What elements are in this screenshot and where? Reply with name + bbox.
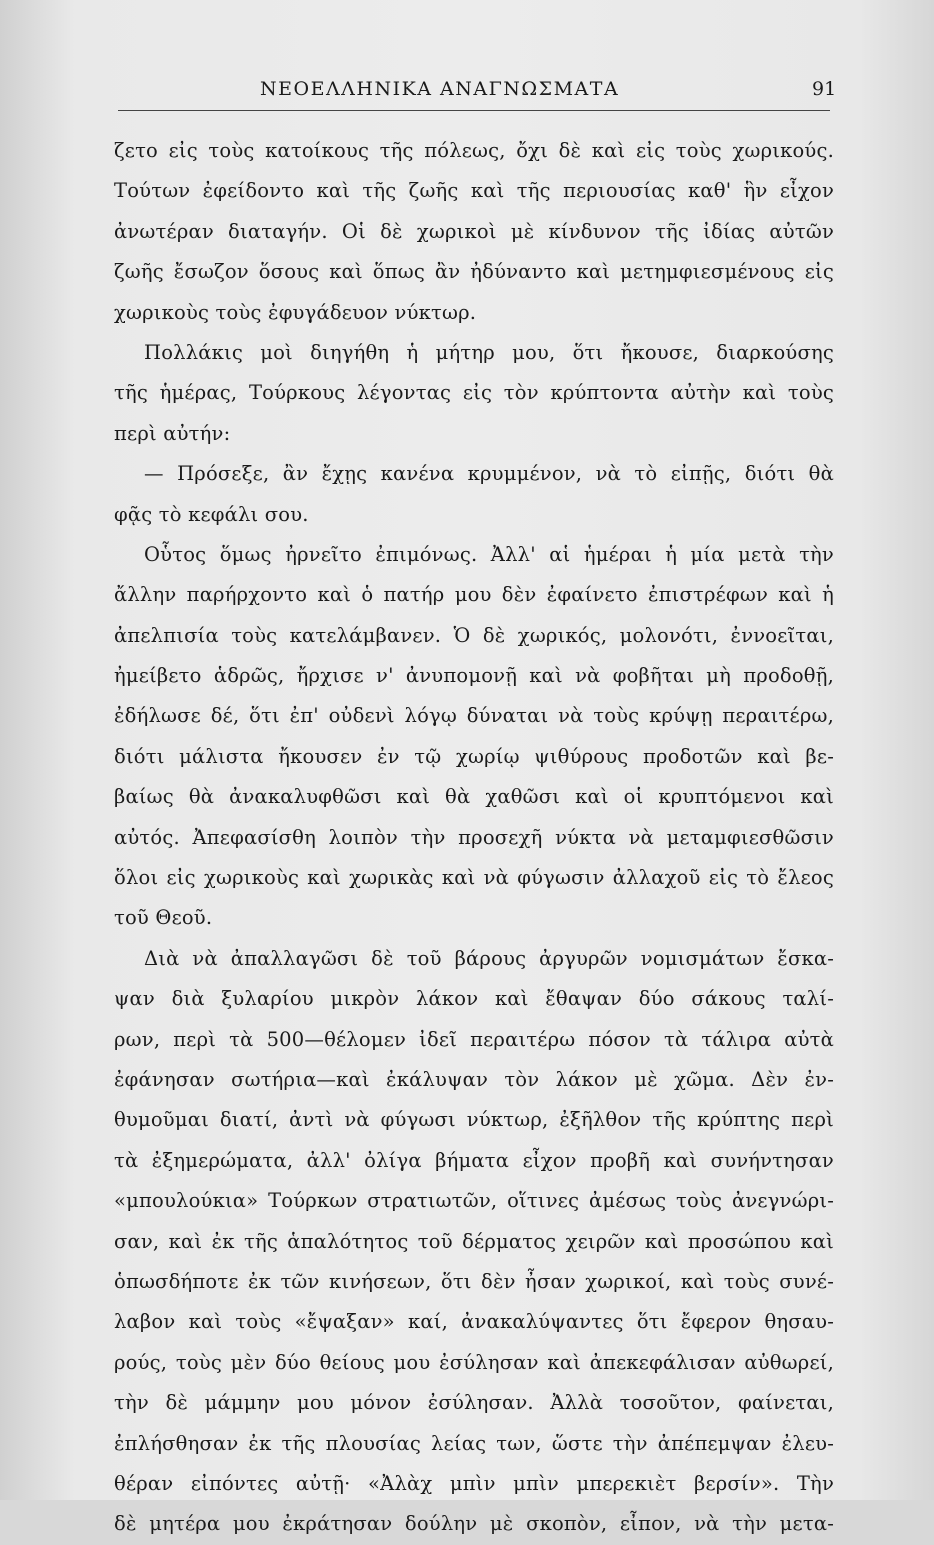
text-line: Διὰ νὰ ἀπαλλαγῶσι δὲ τοῦ βάρους ἀργυρῶν νομισμάτων ἔσκα- — [144, 946, 834, 970]
text-line: — Πρόσεξε, ἂν ἔχῃς κανένα κρυμμένον, νὰ τὸ εἰπῇς, διότι θὰ — [144, 462, 834, 486]
text-line: τοῦ Θεοῦ. — [114, 906, 213, 930]
text-line: Τούτων ἐφείδοντο καὶ τῆς ζωῆς καὶ τῆς περιουσίας καθ' ἣν εἶχον — [114, 179, 834, 203]
text-line: ἀνωτέραν διαταγήν. Οἱ δὲ χωρικοὶ μὲ κίνδυνον τῆς ἰδίας αὐτῶν — [114, 219, 834, 243]
text-line: αὐτός. Ἀπεφασίσθη λοιπὸν τὴν προσεχῆ νύκτα νὰ μεταμφιεσθῶσιν — [114, 825, 834, 849]
text-line: βαίως θὰ ἀνακαλυφθῶσι καὶ θὰ χαθῶσι καὶ οἱ κρυπτόμενοι καὶ — [114, 785, 834, 809]
text-line: δὲ μητέρα μου ἐκράτησαν δούλην μὲ σκοπὸν, εἶπον, νὰ τὴν μετα- — [114, 1512, 834, 1536]
text-line: λαβον καὶ τοὺς «ἔψαξαν» καί, ἀνακαλύψαντες ὅτι ἔφερον θησαυ- — [114, 1310, 834, 1334]
text-line: ζωῆς ἔσωζον ὅσους καὶ ὅπως ἂν ἠδύναντο καὶ μετημφιεσμένους εἰς — [114, 260, 834, 284]
text-line: ρων, περὶ τὰ 500—θέλομεν ἰδεῖ περαιτέρω πόσον τὰ τάλιρα αὐτὰ — [114, 1027, 834, 1051]
running-head: ΝΕΟΕΛΛΗΝΙΚΑ ΑΝΑΓΝΩΣΜΑΤΑ — [260, 78, 620, 100]
text-line: ρούς, τοὺς μὲν δύο θείους μου ἐσύλησαν καὶ ἀπεκεφάλισαν αὐθωρεί, — [114, 1350, 834, 1374]
text-line: τὴν δὲ μάμμην μου μόνον ἐσύλησαν. Ἀλλὰ τοσοῦτον, φαίνεται, — [114, 1391, 834, 1415]
text-line: ὁπωσδήποτε ἐκ τῶν κινήσεων, ὅτι δὲν ἦσαν χωρικοί, καὶ τοὺς συνέ- — [114, 1269, 834, 1293]
text-line: ἐφάνησαν σωτήρια—καὶ ἐκάλυψαν τὸν λάκον μὲ χῶμα. Δὲν ἐν- — [114, 1067, 834, 1091]
text-line: ἐδήλωσε δέ, ὅτι ἐπ' οὐδενὶ λόγῳ δύναται νὰ τοὺς κρύψῃ περαιτέρω, — [114, 704, 834, 728]
text-line: «μπουλούκια» Τούρκων στρατιωτῶν, οἵτινες ἀμέσως τοὺς ἀνεγνώρι- — [114, 1189, 834, 1213]
page-number: 91 — [812, 78, 837, 100]
text-line: ψαν διὰ ξυλαρίου μικρὸν λάκον καὶ ἔθαψαν δύο σάκους ταλί- — [114, 987, 834, 1011]
text-line: ὅλοι εἰς χωρικοὺς καὶ χωρικὰς καὶ νὰ φύγωσιν ἀλλαχοῦ εἰς τὸ ἔλεος — [114, 866, 834, 890]
text-line: χωρικοὺς τοὺς ἐφυγάδευον νύκτωρ. — [114, 300, 477, 324]
text-line: ἠμείβετο ἁδρῶς, ἤρχισε ν' ἀνυπομονῇ καὶ νὰ φοβῆται μὴ προδοθῇ, — [114, 664, 834, 688]
text-line: Πολλάκις μοὶ διηγήθη ἡ μήτηρ μου, ὅτι ἤκουσε, διαρκούσης — [144, 340, 834, 364]
text-line: Οὗτος ὅμως ἠρνεῖτο ἐπιμόνως. Ἀλλ' αἱ ἡμέραι ἡ μία μετὰ τὴν — [144, 542, 834, 566]
body-text — [114, 131, 834, 1545]
text-line: περὶ αὐτήν: — [114, 421, 231, 445]
text-line: θυμοῦμαι διατί, ἀντὶ νὰ φύγωσι νύκτωρ, ἐξῆλθον τῆς κρύπτης περὶ — [114, 1108, 834, 1132]
header-rule — [118, 110, 830, 111]
text-line: τῆς ἡμέρας, Τούρκους λέγοντας εἰς τὸν κρύπτοντα αὐτὴν καὶ τοὺς — [114, 381, 834, 405]
text-line: ζετο εἰς τοὺς κατοίκους τῆς πόλεως, ὄχι δὲ καὶ εἰς τοὺς χωρικούς. — [114, 139, 834, 162]
text-line: θέραν εἰπόντες αὐτῇ· «Ἀλὰχ μπὶν μπὶν μπερεκιὲτ βερσίν». Τὴν — [114, 1471, 834, 1495]
text-line: διότι μάλιστα ἤκουσεν ἐν τῷ χωρίῳ ψιθύρους προδοτῶν καὶ βε- — [114, 744, 834, 768]
text-line: ἄλλην παρήρχοντο καὶ ὁ πατήρ μου δὲν ἐφαίνετο ἐπιστρέφων καὶ ἡ — [114, 583, 834, 607]
text-line: φᾷς τὸ κεφάλι σου. — [114, 502, 309, 526]
text-line: τὰ ἐξημερώματα, ἀλλ' ὀλίγα βήματα εἶχον προβῆ καὶ συνήντησαν — [114, 1148, 834, 1172]
text-line: ἀπελπισία τοὺς κατελάμβανεν. Ὁ δὲ χωρικός, μολονότι, ἐννοεῖται, — [114, 623, 834, 647]
text-line: ἐπλήσθησαν ἐκ τῆς πλουσίας λείας των, ὥστε τὴν ἀπέπεμψαν ἐλευ- — [114, 1431, 834, 1455]
text-line: σαν, καὶ ἐκ τῆς ἁπαλότητος τοῦ δέρματος χειρῶν καὶ προσώπου καὶ — [114, 1229, 834, 1253]
